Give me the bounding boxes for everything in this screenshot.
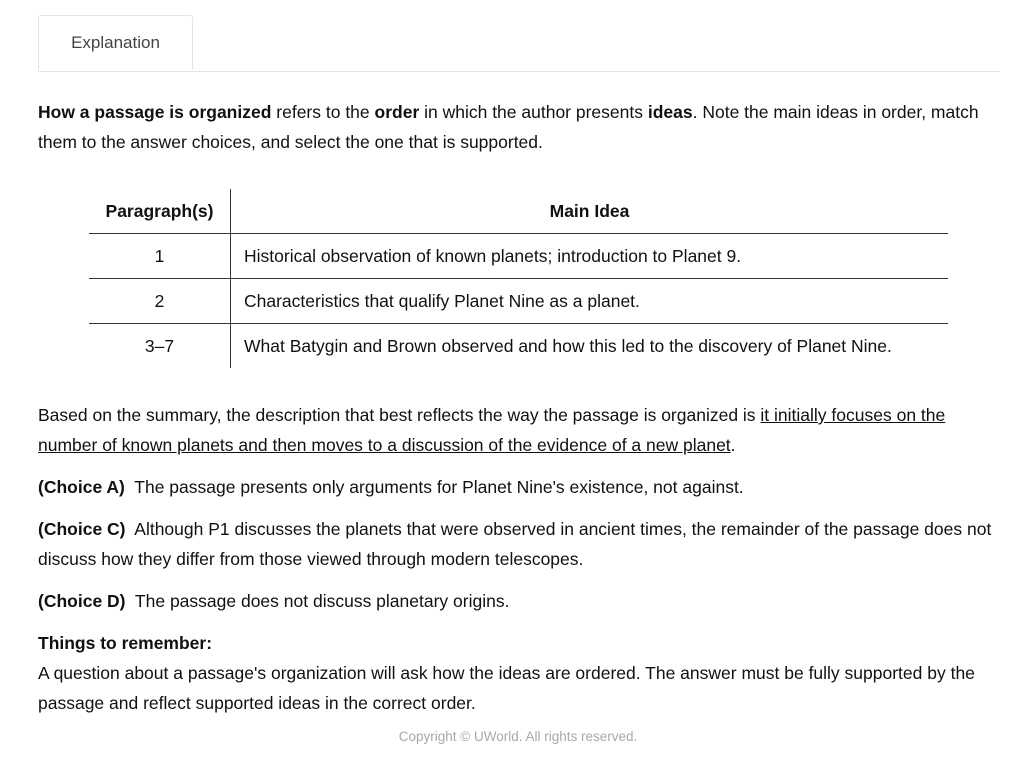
tab-explanation[interactable]: Explanation <box>38 15 193 70</box>
choice-d-explanation <box>38 586 998 616</box>
main-idea-text: Historical observation of known planets; introduction to Planet 9. <box>231 234 949 279</box>
choice-a-explanation <box>38 472 998 502</box>
choice-label: (Choice C) <box>38 519 126 539</box>
main-idea-table <box>89 189 948 368</box>
choice-label: (Choice A) <box>38 477 125 497</box>
intro-text-1: refers to the <box>271 102 375 122</box>
main-idea-text: What Batygin and Brown observed and how this led to the discovery of Planet Nine. <box>244 336 892 356</box>
header-paragraphs: Paragraph(s) <box>89 189 231 234</box>
summary-period: . <box>730 435 736 455</box>
paragraph-number: 3–7 <box>89 324 231 369</box>
tab-bar <box>38 15 1000 72</box>
copyright-footer: Copyright © UWorld. All rights reserved. <box>398 729 638 744</box>
summary-paragraph <box>38 400 998 460</box>
summary-answer-underlined: it initially focuses on the number of known planets and then moves to a discussion of the evidence of a new planet <box>38 405 946 455</box>
choice-text: The passage presents only arguments for Planet Nine's existence, not against. <box>134 477 744 497</box>
paragraph-number: 1 <box>89 234 231 279</box>
intro-text-2: in which the author presents <box>419 102 648 122</box>
intro-bold-order: order <box>374 102 420 122</box>
explanation-content <box>38 97 998 718</box>
table-row <box>89 324 948 369</box>
summary-text: Based on the summary, the description that best reflects the way the passage is organized is <box>38 405 761 425</box>
header-main-idea: Main Idea <box>231 189 949 234</box>
things-to-remember-heading: Things to remember: <box>38 633 213 653</box>
intro-text-3: . Note the main ideas in order, match them to the answer choices, and select the one that is supported. <box>38 102 979 152</box>
intro-paragraph <box>38 97 998 157</box>
choice-label: (Choice D) <box>38 591 126 611</box>
choice-c-explanation <box>38 514 998 574</box>
things-to-remember-text: A question about a passage's organization will ask how the ideas are ordered. The answer must be fully supported by the passage and reflect supported ideas in the correct order. <box>38 663 975 713</box>
intro-bold-ideas: ideas <box>647 102 693 122</box>
table-header-row <box>89 189 948 234</box>
intro-bold-organized: How a passage is organized <box>38 102 272 122</box>
choice-text: Although P1 discusses the planets that were observed in ancient times, the remainder of the passage does not discuss how they differ from those viewed through modern telescopes. <box>38 519 992 569</box>
table-row <box>89 279 948 324</box>
choice-text: The passage does not discuss planetary origins. <box>134 591 510 611</box>
table-row <box>89 234 948 279</box>
main-idea-text: Characteristics that qualify Planet Nine as a planet. <box>231 279 949 324</box>
paragraph-number: 2 <box>89 279 231 324</box>
